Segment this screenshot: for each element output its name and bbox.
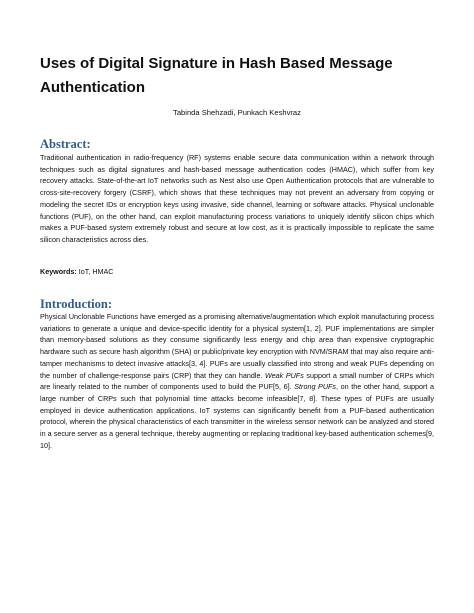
keywords-value: IoT, HMAC — [76, 267, 114, 276]
paper-title: Uses of Digital Signature in Hash Based Message Authentication — [40, 55, 393, 96]
intro-segment-strong-pufs: Strong PUFs — [294, 382, 337, 392]
intro-segment: Physical Unclonable Functions have emerged as a promising alternative/augmentation which exploit manufacturing process variations to generate a unique and device-specific identity for a physical system[1, 2]. PUF implementations are simpler than memory-based solutions as they consume significantly less energy and chip area than expensive cryptographic hardware such as secure hash algorithm (SHA) or public/private key encryption with NVM/SRAM that may also require anti-tamper mechanisms to detect invasive attacks[3, 4]. PUFs are usually classified into strong and weak PUFs depending on the number of challenge-response pairs (CRP) that they can handle. — [40, 312, 434, 380]
paper-authors: Tabinda Shehzadi, Punkach Keshvraz — [173, 108, 301, 117]
keywords-label: Keywords: — [40, 267, 77, 276]
abstract-heading: Abstract: — [40, 137, 91, 151]
introduction-heading: Introduction: — [40, 297, 113, 311]
intro-segment-weak-pufs: Weak PUFs — [265, 370, 304, 380]
intro-segment: , on the other hand, support a large number of CRPs such that polynomial time attacks become infeasible[7, 8]. These types of PUFs are usually employed in device authentication applications. IoT systems can significantly benefit from a PUF-based authentication protocol, wherein the physical characteristics of each transmitter in the wireless sensor network can be analyzed and stored in a secure server as a general technique, thereby augmenting or replacing traditional key-based authentication schemes[9, 10]. — [40, 382, 434, 450]
introduction-text — [40, 311, 434, 451]
keywords-line — [40, 266, 114, 278]
abstract-text: Traditional authentication in radio-frequency (RF) systems enable secure data communication within a network through techniques such as digital signatures and hash-based message authentication codes (HMAC), which suffer from key recovery attacks. State-of-the-art IoT networks such as Nest also use Open Authentication protocols that are vulnerable to cross-site-recovery forgery (CSRF), which shows that these techniques may not prevent an adversary from copying or modeling the secret IDs or encryption keys using invasive, side channel, learning or software attacks. Physical unclonable functions (PUF), on the other hand, can exploit manufacturing process variations to uniquely identify silicon chips which makes a PUF-based system extremely robust and secure at low cost, as it is practically impossible to replicate the same silicon characteristics across dies. — [40, 153, 434, 244]
intro-segment: support a small number of CRPs which are linearly related to the number of components used to build the PUF[5, 6]. — [40, 370, 434, 392]
